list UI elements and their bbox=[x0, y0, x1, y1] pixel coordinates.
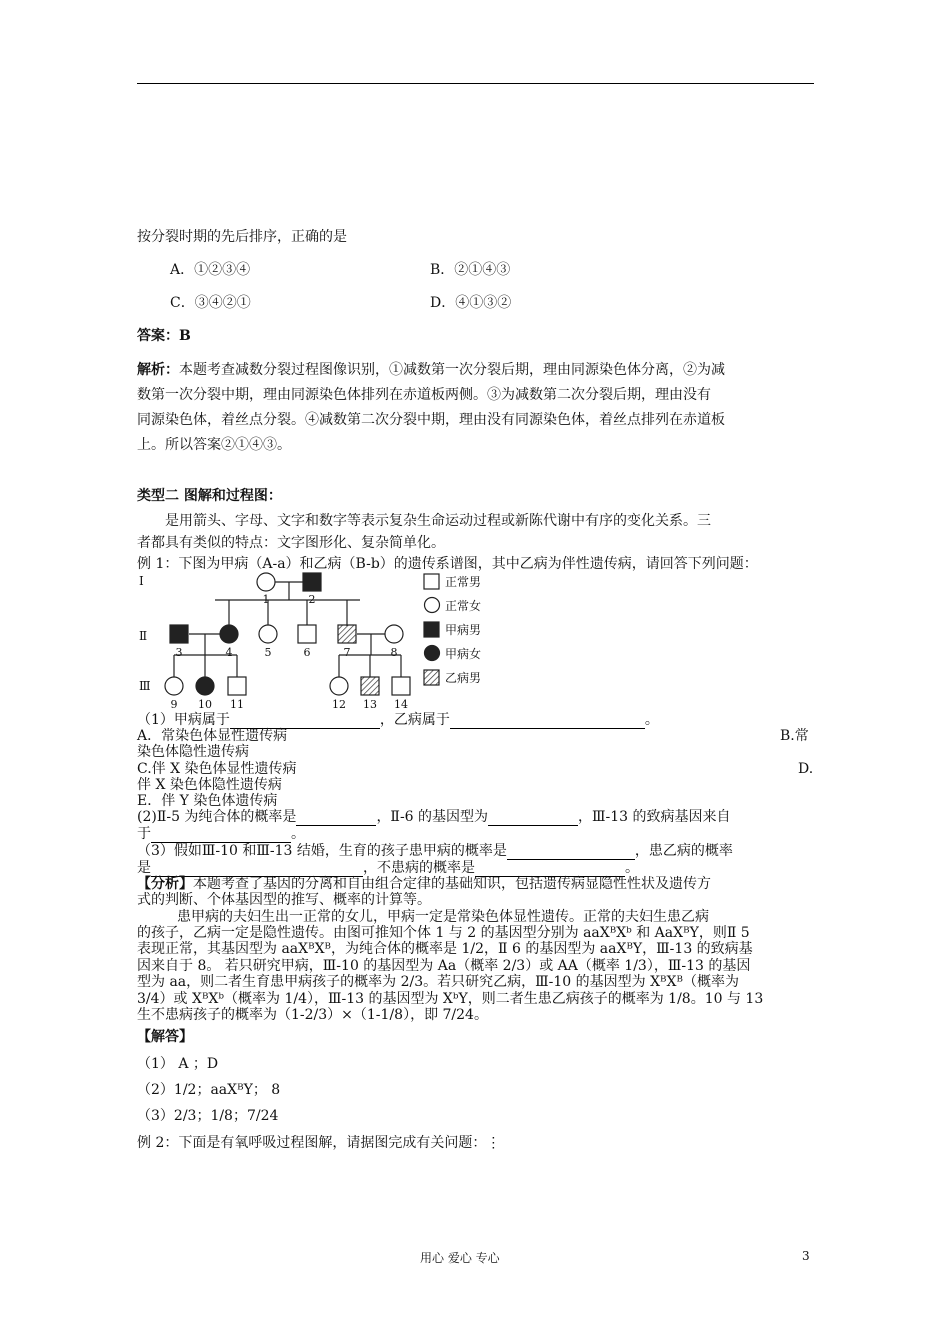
fenxi-line-3: 患甲病的夫妇生出一正常的女儿，甲病一定是常染色体显性遗传。正常的夫妇生患乙病 bbox=[177, 909, 709, 925]
svg-text:8: 8 bbox=[390, 646, 398, 659]
pedigree-chart bbox=[137, 570, 517, 715]
q3-line-1: （3）假如Ⅲ-10 和Ⅲ-13 结婚，生育的孩子患甲病的概率是 ，患乙病的概率 bbox=[137, 843, 733, 859]
q1-blank-2[interactable] bbox=[450, 714, 645, 729]
svg-text:1: 1 bbox=[262, 593, 270, 606]
individual-9 bbox=[165, 677, 183, 695]
legend-jia-female: 甲病女 bbox=[445, 647, 482, 661]
svg-text:7: 7 bbox=[343, 646, 351, 659]
option-a: A．①②③④ bbox=[170, 262, 251, 278]
q1-blank-1[interactable] bbox=[230, 714, 380, 729]
individual-11 bbox=[228, 677, 246, 695]
answer bbox=[137, 328, 191, 345]
option-c: C．③④②① bbox=[170, 295, 251, 311]
q2-line-2: 于 。 bbox=[137, 826, 305, 842]
legend-yi-male: 乙病男 bbox=[445, 671, 482, 685]
q2-line-1: (2)Ⅱ-5 为纯合体的概率是 ，Ⅱ-6 的基因型为 ，Ⅲ-13 的致病基因来自 bbox=[137, 809, 731, 825]
svg-text:5: 5 bbox=[264, 646, 272, 659]
jieda-label: 【解答】 bbox=[137, 1029, 193, 1045]
legend-normal-female: 正常女 bbox=[445, 599, 482, 613]
individual-2 bbox=[303, 573, 321, 591]
svg-text:6: 6 bbox=[303, 646, 311, 659]
individual-10 bbox=[196, 677, 214, 695]
svg-text:11: 11 bbox=[230, 698, 244, 711]
fenxi-label: 【分析】 bbox=[137, 876, 193, 892]
fenxi-line-5: 表现正常，其基因型为 aaXᴮXᴮ，为纯合体的概率是 1/2，Ⅱ 6 的基因型为 aaXᴮY，Ⅲ-13 的致病基 bbox=[137, 941, 753, 957]
individual-1 bbox=[257, 573, 275, 591]
analysis-line-4: 上。所以答案②①④③。 bbox=[137, 437, 291, 453]
analysis-label: 解析： bbox=[137, 362, 179, 378]
q1-choice-c: C.伴 X 染色体显性遗传病 bbox=[137, 761, 297, 777]
footer-text: 用心 爱心 专心 bbox=[420, 1251, 500, 1265]
legend-yi-male-icon bbox=[424, 670, 439, 685]
svg-text:9: 9 bbox=[170, 698, 178, 711]
q1-choice-b-part: B.常 bbox=[780, 728, 809, 744]
q3-blank-2[interactable] bbox=[151, 862, 363, 877]
option-d: D．④①③② bbox=[430, 295, 512, 311]
q1-choice-a: A．常染色体显性遗传病 bbox=[137, 728, 288, 744]
jieda-line-3: （3）2/3；1/8；7/24 bbox=[137, 1108, 279, 1124]
fenxi-line-4: 的孩子，乙病一定是隐性遗传。由图可推知个体 1 与 2 的基因型分别为 aaXᴮXᵇ 和 AaXᴮY，则Ⅱ 5 bbox=[137, 925, 750, 941]
fenxi-line-2: 式的判断、个体基因型的推写、概率的计算等。 bbox=[137, 892, 431, 908]
q1-line: （1）甲病属于 ，乙病属于 。 bbox=[137, 712, 659, 728]
q1-choice-d-part: D. bbox=[798, 761, 814, 777]
analysis-line-1: 解析：本题考查减数分裂过程图像识别，①减数第一次分裂后期，理由同源染色体分离，②为减 bbox=[137, 362, 725, 378]
generation-label-3: Ⅲ bbox=[139, 679, 151, 693]
fenxi-line-6: 因来自于 8。 若只研究甲病，Ⅲ-10 的基因型为 Aa（概率 2/3）或 AA（概率 1/3），Ⅲ-13 的基因 bbox=[137, 958, 751, 974]
example2-prompt: 例 2：下面是有氧呼吸过程图解，请据图完成有关问题：⋮ bbox=[137, 1135, 501, 1151]
page-number: 3 bbox=[802, 1249, 810, 1263]
svg-text:10: 10 bbox=[198, 698, 212, 711]
legend-normal-female-icon bbox=[425, 598, 440, 613]
q3-blank-3[interactable] bbox=[475, 862, 625, 877]
analysis-line-2: 数第一次分裂中期，理由同源染色体排列在赤道板两侧。③为减数第二次分裂后期，理由没有 bbox=[137, 387, 711, 403]
q1-choice-b-cont: 染色体隐性遗传病 bbox=[137, 744, 249, 760]
answer-label: 答案： bbox=[137, 328, 179, 344]
q2-blank-2[interactable] bbox=[488, 811, 578, 826]
fenxi-line-7: 型为 aa，则二者生育患甲病孩子的概率为 2/3。若只研究乙病，Ⅲ-10 的基因型为 XᴮXᴮ（概率为 bbox=[137, 974, 739, 990]
svg-text:12: 12 bbox=[332, 698, 346, 711]
individual-13 bbox=[361, 677, 379, 695]
svg-text:3: 3 bbox=[175, 646, 183, 659]
individual-4 bbox=[220, 625, 238, 643]
jieda-line-2: （2）1/2；aaXᴮY； 8 bbox=[137, 1082, 281, 1098]
q3-line-2: 是 ，不患病的概率是 。 bbox=[137, 860, 639, 876]
q1-choice-d-cont: 伴 X 染色体隐性遗传病 bbox=[137, 777, 282, 793]
q3-blank-1[interactable] bbox=[507, 845, 635, 860]
generation-label-1: Ⅰ bbox=[139, 574, 144, 588]
svg-text:2: 2 bbox=[308, 593, 316, 606]
legend-normal-male-icon bbox=[424, 574, 439, 589]
q2-blank-3[interactable] bbox=[151, 828, 291, 843]
fenxi-line-9: 生不患病孩子的概率为（1-2/3）×（1-1/8），即 7/24。 bbox=[137, 1007, 488, 1023]
legend-jia-female-icon bbox=[425, 646, 440, 661]
fenxi-line-1: 【分析】本题考查了基因的分离和自由组合定律的基础知识，包括遗传病显隐性性状及遗传方 bbox=[137, 876, 711, 892]
section-desc-2: 者都具有类似的特点：文字图形化、复杂简单化。 bbox=[137, 535, 445, 551]
answer-value: B bbox=[179, 328, 191, 344]
svg-text:4: 4 bbox=[225, 646, 233, 659]
section-desc-1: 是用箭头、字母、文字和数字等表示复杂生命运动过程或新陈代谢中有序的变化关系。三 bbox=[165, 513, 711, 529]
header-rule bbox=[137, 83, 814, 84]
option-b: B．②①④③ bbox=[430, 262, 511, 278]
individual-8 bbox=[385, 625, 403, 643]
question-stem: 按分裂时期的先后排序，正确的是 bbox=[137, 229, 347, 245]
individual-6 bbox=[298, 625, 316, 643]
individual-5 bbox=[259, 625, 277, 643]
analysis-line-3: 同源染色体，着丝点分裂。④减数第二次分裂中期，理由没有同源染色体，着丝点排列在赤道板 bbox=[137, 412, 725, 428]
legend-normal-male: 正常男 bbox=[445, 575, 482, 589]
svg-text:14: 14 bbox=[394, 698, 408, 711]
example1-prompt: 例 1：下图为甲病（A-a）和乙病（B-b）的遗传系谱图，其中乙病为伴性遗传病，请回答下列问题： bbox=[137, 556, 758, 572]
individual-3 bbox=[170, 625, 188, 643]
individual-12 bbox=[330, 677, 348, 695]
legend-jia-male-icon bbox=[424, 622, 439, 637]
jieda-line-1: （1） A ；D bbox=[137, 1056, 219, 1072]
svg-text:13: 13 bbox=[363, 698, 377, 711]
fenxi-line-8: 3/4）或 XᴮXᵇ（概率为 1/4），Ⅲ-13 的基因型为 XᵇY，则二者生患乙病孩子的概率为 1/8。10 与 13 bbox=[137, 991, 764, 1007]
q2-blank-1[interactable] bbox=[296, 811, 376, 826]
individual-14 bbox=[392, 677, 410, 695]
section-title: 类型二 图解和过程图： bbox=[137, 488, 282, 504]
individual-7 bbox=[338, 625, 356, 643]
q1-choice-e: E．伴 Y 染色体遗传病 bbox=[137, 793, 278, 809]
legend-jia-male: 甲病男 bbox=[445, 623, 482, 637]
generation-label-2: Ⅱ bbox=[139, 629, 148, 643]
